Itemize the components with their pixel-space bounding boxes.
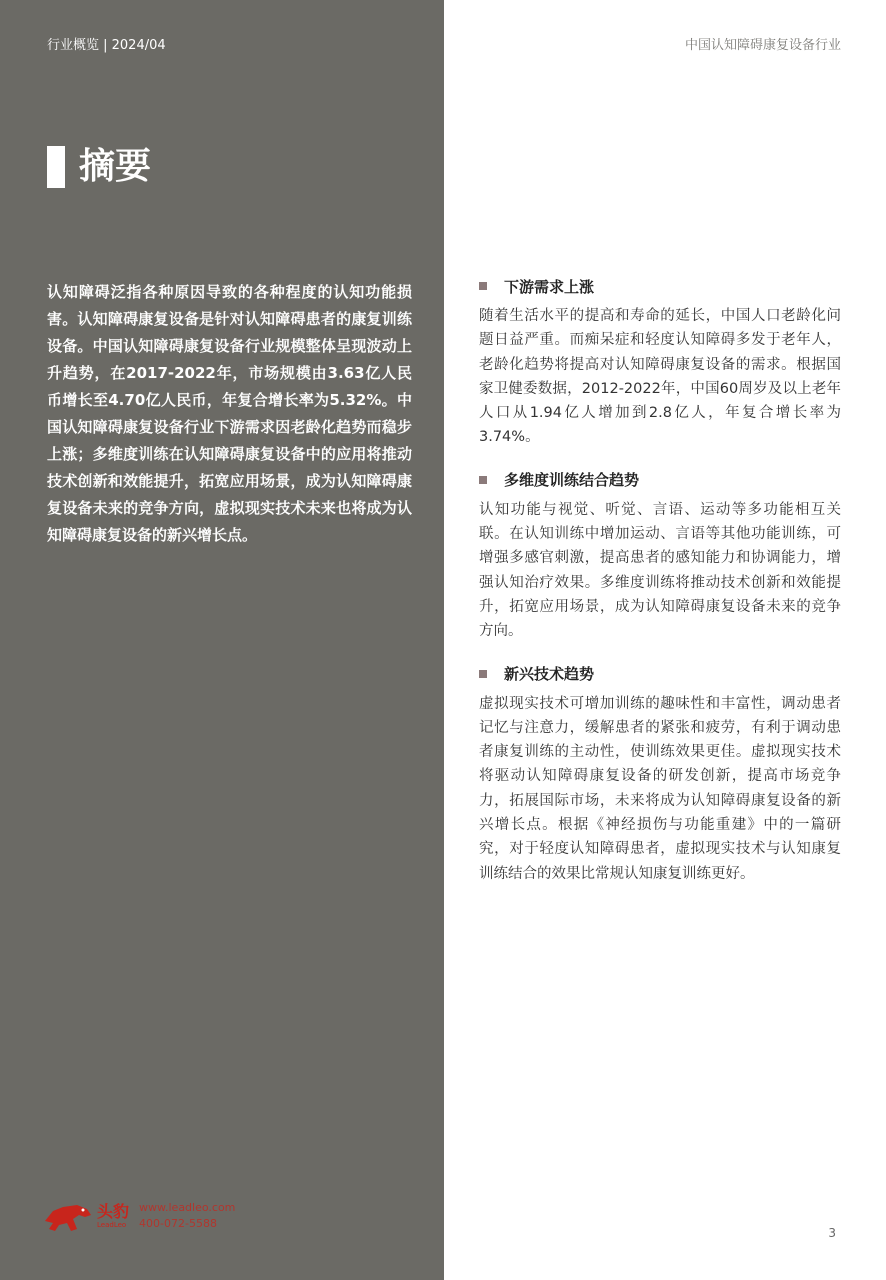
header-category-date: 行业概览 | 2024/04 (47, 38, 166, 53)
website-link[interactable]: www.leadleo.com (139, 1201, 236, 1214)
section-body: 随着生活水平的提高和寿命的延长，中国人口老龄化问题日益严重。而痴呆症和轻度认知障碍多发于老年人，老龄化趋势将提高对认知障碍康复设备的需求。根据国家卫健委数据，2012-2022年，中国60周岁及以上老年人口从1.94亿人增加到2.8亿人，年复合增长率为3.74%。 (479, 308, 841, 446)
section-title: 新兴技术趋势 (504, 665, 595, 684)
section-heading (479, 274, 841, 298)
logo-text-block (93, 1203, 129, 1229)
page-title (47, 146, 151, 188)
section-emerging-technology (479, 662, 841, 886)
section-body: 认知功能与视觉、听觉、言语、运动等多功能相互关联。在认知训练中增加运动、言语等其他功能训练，可增强多感官刺激，提高患者的感知能力和协调能力，增强认知治疗效果。多维度训练将推动技术创新和效能提升，拓宽应用场景，成为认知障碍康复设备未来的竞争方向。 (479, 501, 841, 640)
header-report-title: 中国认知障碍康复设备行业 (684, 38, 841, 53)
section-multidimensional-training (479, 468, 841, 644)
logo-name: 头豹 (97, 1202, 130, 1221)
square-bullet-icon (479, 282, 487, 290)
square-bullet-icon (479, 670, 487, 678)
page-number: 3 (828, 1226, 836, 1240)
summary-paragraph: 认知障碍泛指各种原因导致的各种程度的认知功能损害。认知障碍康复设备是针对认知障碍患者的康复训练设备。中国认知障碍康复设备行业规模整体呈现波动上升趋势，在2017-2022年，市场规模由3.63亿人民币增长至4.70亿人民币，年复合增长率为5.32%。中国认知障碍康复设备行业下游需求因老龄化趋势而稳步上涨；多维度训练在认知障碍康复设备中的应用将推动技术创新和效能提升，拓宽应用场景，成为认知障碍康复设备未来的竞争方向，虚拟现实技术未来也将成为认知障碍康复设备的新兴增长点。 (47, 283, 412, 544)
section-downstream-demand (479, 274, 841, 450)
section-heading (479, 468, 841, 492)
page-title-text: 摘要 (79, 146, 152, 187)
title-bar-mark (47, 146, 65, 188)
square-bullet-icon (479, 476, 487, 484)
section-body: 虚拟现实技术可增加训练的趣味性和丰富性，调动患者记忆与注意力，缓解患者的紧张和疲劳，有利于调动患者康复训练的主动性，使训练效果更佳。虚拟现实技术将驱动认知障碍康复设备的研发创新，提高市场竞争力，拓展国际市场，未来将成为认知障碍康复设备的新兴增长点。根据《神经损伤与功能重建》中的一篇研究，对于轻度认知障碍患者，虚拟现实技术与认知康复训练结合的效果比常规认知康复训练更好。 (479, 695, 841, 882)
section-title: 下游需求上涨 (504, 277, 595, 296)
key-points-column (479, 274, 841, 904)
section-heading (479, 662, 841, 686)
logo-subtitle: LeadLeo (97, 1221, 127, 1229)
contact-info (139, 1200, 235, 1232)
phone-number: 400-072-5588 (139, 1217, 217, 1230)
leadleo-logo (43, 1199, 235, 1233)
leopard-logo-icon (43, 1199, 93, 1233)
section-title: 多维度训练结合趋势 (504, 471, 640, 490)
